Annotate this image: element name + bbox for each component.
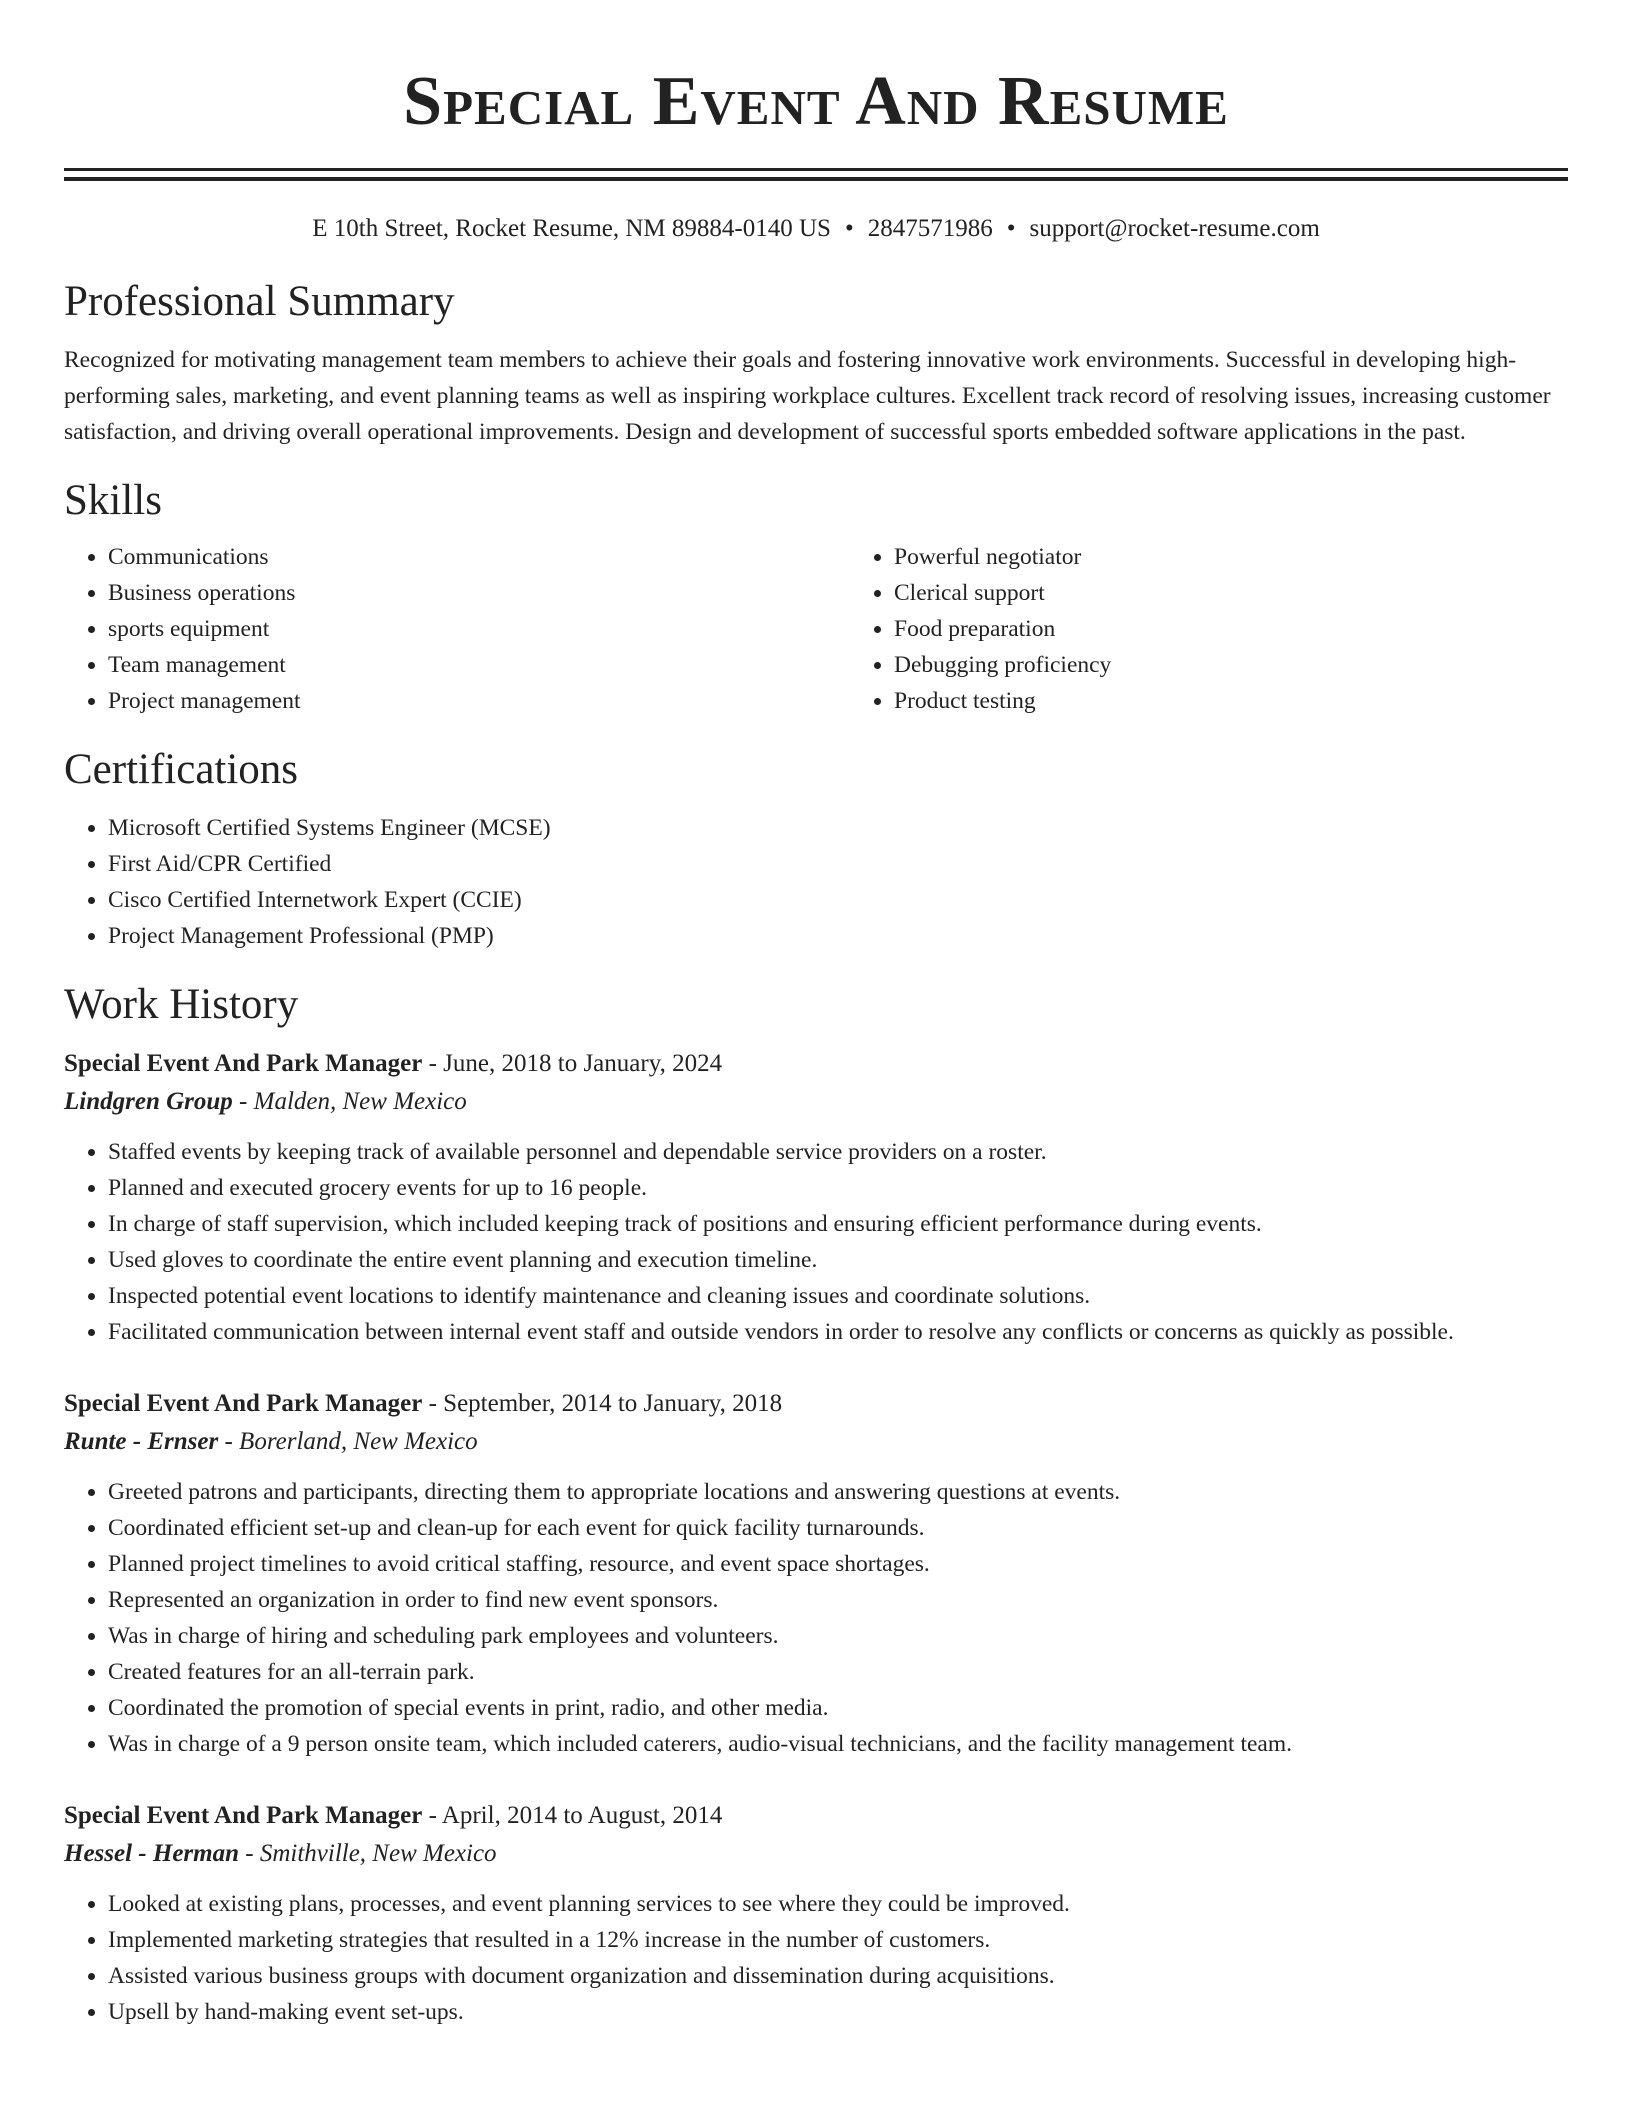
- skill-item: • Powerful negotiator: [894, 539, 1632, 575]
- summary-text: Recognized for motivating management team members to achieve their goals and fostering innovative work environments. Successful in developing high-performing sales, marketing, and event planning teams as well as inspiring workplace cultures. Excellent track record of resolving issues, increasing customer satisfaction, and driving overall operational improvements. Design and development of successful sports embedded software applications in the past.: [64, 347, 1551, 445]
- job-bullet: • Coordinated efficient set-up and clean-up for each event for quick facility turnarounds.: [108, 1510, 1568, 1546]
- job-entry: [64, 1386, 1568, 1762]
- skill-item: • sports equipment: [108, 611, 850, 647]
- job-entry: [64, 1798, 1568, 2030]
- job-bullets: [64, 1886, 1568, 2030]
- skills-list-right: [850, 539, 1632, 719]
- resume-page: [64, 0, 1568, 2030]
- job-company: Hessel - Herman: [64, 1840, 239, 1867]
- job-bullet: • Planned and executed grocery events for up to 16 people.: [108, 1170, 1568, 1206]
- skill-item: • Project management: [108, 683, 850, 719]
- job-bullet: • In charge of staff supervision, which included keeping track of positions and ensuring efficient performance during events.: [108, 1206, 1568, 1242]
- job-location: Borerland, New Mexico: [239, 1428, 478, 1455]
- job-bullet: • Facilitated communication between internal event staff and outside vendors in order to resolve any conflicts or concerns as quickly as possible.: [108, 1314, 1568, 1350]
- skills-heading: Skills: [64, 477, 162, 524]
- job-bullet: • Represented an organization in order to find new event sponsors.: [108, 1582, 1568, 1618]
- job-company-line: Lindgren Group - Malden, New Mexico: [64, 1088, 467, 1115]
- job-title-line: Special Event And Park Manager - April, 2014 to August, 2014: [64, 1802, 723, 1829]
- summary-heading: Professional Summary: [64, 278, 455, 325]
- skill-item: • Clerical support: [894, 575, 1632, 611]
- job-company-line: Hessel - Herman - Smithville, New Mexico: [64, 1840, 497, 1867]
- header-rule-top: [64, 168, 1568, 171]
- job-dates: June, 2018 to January, 2024: [443, 1050, 723, 1077]
- skill-item: • Business operations: [108, 575, 850, 611]
- job-location: Malden, New Mexico: [253, 1088, 467, 1115]
- job-company: Runte - Ernser: [64, 1428, 219, 1455]
- job-bullets: [64, 1134, 1568, 1350]
- skill-item: • Communications: [108, 539, 850, 575]
- job-bullet: • Assisted various business groups with document organization and dissemination during acquisitions.: [108, 1958, 1568, 1994]
- skills-list-left: [64, 539, 850, 719]
- certification-item: • First Aid/CPR Certified: [108, 846, 1568, 882]
- job-title-line: Special Event And Park Manager - June, 2018 to January, 2024: [64, 1050, 723, 1077]
- contact-address: E 10th Street, Rocket Resume, NM 89884-0140 US: [312, 215, 831, 242]
- contact-email: support@rocket-resume.com: [1029, 215, 1320, 242]
- skills-columns: [64, 539, 1568, 719]
- job-bullet: • Was in charge of hiring and scheduling park employees and volunteers.: [108, 1618, 1568, 1654]
- job-bullet: • Greeted patrons and participants, directing them to appropriate locations and answering questions at events.: [108, 1474, 1568, 1510]
- job-title: Special Event And Park Manager: [64, 1050, 423, 1077]
- resume-name: Special Event And Resume: [403, 63, 1229, 140]
- job-bullet: • Staffed events by keeping track of available personnel and dependable service providers on a roster.: [108, 1134, 1568, 1170]
- skill-item: • Team management: [108, 647, 850, 683]
- certification-item: • Cisco Certified Internetwork Expert (CCIE): [108, 882, 1568, 918]
- job-bullet: • Was in charge of a 9 person onsite team, which included caterers, audio-visual technicians, and the facility management team.: [108, 1726, 1568, 1762]
- job-title: Special Event And Park Manager: [64, 1802, 423, 1829]
- certification-item: • Project Management Professional (PMP): [108, 918, 1568, 954]
- job-bullet: • Upsell by hand-making event set-ups.: [108, 1994, 1568, 2030]
- skill-item: • Debugging proficiency: [894, 647, 1632, 683]
- skill-item: • Product testing: [894, 683, 1632, 719]
- job-bullet: • Created features for an all-terrain park.: [108, 1654, 1568, 1690]
- job-bullet: • Looked at existing plans, processes, and event planning services to see where they could be improved.: [108, 1886, 1568, 1922]
- job-location: Smithville, New Mexico: [259, 1840, 497, 1867]
- job-bullet: • Coordinated the promotion of special events in print, radio, and other media.: [108, 1690, 1568, 1726]
- skill-item: • Food preparation: [894, 611, 1632, 647]
- header-rule-bottom: [64, 177, 1568, 181]
- job-bullet: • Planned project timelines to avoid critical staffing, resource, and event space shortages.: [108, 1546, 1568, 1582]
- job-title: Special Event And Park Manager: [64, 1390, 423, 1417]
- job-dates: April, 2014 to August, 2014: [441, 1802, 723, 1829]
- job-entry: [64, 1046, 1568, 1350]
- job-bullet: • Used gloves to coordinate the entire event planning and execution timeline.: [108, 1242, 1568, 1278]
- certification-item: • Microsoft Certified Systems Engineer (MCSE): [108, 810, 1568, 846]
- job-bullets: [64, 1474, 1568, 1762]
- job-dates: September, 2014 to January, 2018: [443, 1390, 783, 1417]
- certifications-heading: Certifications: [64, 746, 299, 793]
- job-bullet: • Implemented marketing strategies that resulted in a 12% increase in the number of customers.: [108, 1922, 1568, 1958]
- contact-separator: •: [1006, 215, 1016, 242]
- certifications-list: [64, 810, 1568, 954]
- contact-line: [64, 213, 1568, 245]
- job-company-line: Runte - Ernser - Borerland, New Mexico: [64, 1428, 478, 1455]
- contact-phone: 2847571986: [867, 215, 993, 242]
- contact-separator: •: [844, 215, 854, 242]
- job-company: Lindgren Group: [64, 1088, 233, 1115]
- work-history-heading: Work History: [64, 981, 299, 1028]
- job-bullet: • Inspected potential event locations to identify maintenance and cleaning issues and coordinate solutions.: [108, 1278, 1568, 1314]
- job-title-line: Special Event And Park Manager - September, 2014 to January, 2018: [64, 1390, 783, 1417]
